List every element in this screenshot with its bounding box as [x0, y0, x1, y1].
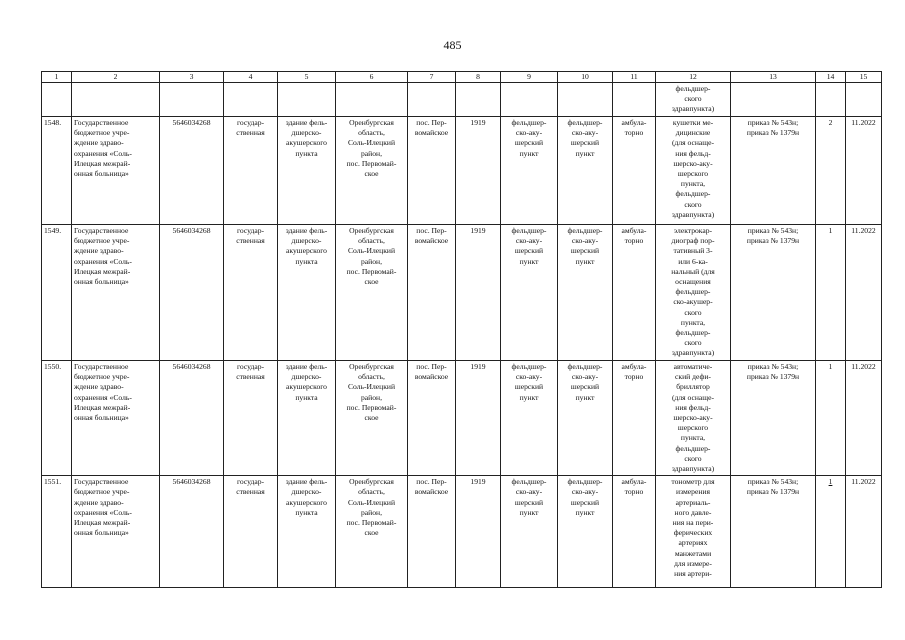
column-header: 8	[456, 72, 501, 83]
quantity-cell: 1	[816, 225, 846, 361]
unit-type-cell: фельдшер- ско-аку- шерский пункт	[501, 117, 558, 225]
year-cell: 1919	[456, 476, 501, 588]
column-header: 13	[731, 72, 816, 83]
table-row	[42, 361, 882, 476]
building-cell: здание фель- дшерско- акушерского пункта	[278, 361, 336, 476]
row-number-cell: 1551.	[42, 476, 72, 588]
address-cell: Оренбургская область, Соль-Илецкий район, пос. Первомай- ское	[336, 117, 408, 225]
care-form-cell: амбула- торно	[613, 476, 656, 588]
building-cell: здание фель- дшерско- акушерского пункта	[278, 117, 336, 225]
column-header: 15	[846, 72, 882, 83]
column-header: 12	[656, 72, 731, 83]
building-cell: здание фель- дшерско- акушерского пункта	[278, 225, 336, 361]
organization-cell: Государственное бюджетное учре- ждение здраво- охранения «Соль- Илецкая межрай- онная больница»	[72, 225, 160, 361]
order-cell: приказ № 543н; приказ № 1379н	[731, 117, 816, 225]
quantity-cell: 1	[816, 476, 846, 588]
settlement-cell: пос. Пер- вомайское	[408, 225, 456, 361]
inn-cell: 5646034268	[160, 117, 224, 225]
year-cell: 1919	[456, 225, 501, 361]
page-number: 485	[443, 38, 462, 52]
organization-cell: Государственное бюджетное учре- ждение здраво- охранения «Соль- Илецкая межрай- онная больница»	[72, 117, 160, 225]
order-cell: приказ № 543н; приказ № 1379н	[731, 225, 816, 361]
inn-cell: 5646034268	[160, 361, 224, 476]
inn-cell: 5646034268	[160, 225, 224, 361]
address-cell: Оренбургская область, Соль-Илецкий район, пос. Первомай- ское	[336, 361, 408, 476]
column-header: 9	[501, 72, 558, 83]
settlement-cell: пос. Пер- вомайское	[408, 117, 456, 225]
ownership-cell: государ- ственная	[224, 225, 278, 361]
quantity-cell: 2	[816, 117, 846, 225]
column-header: 7	[408, 72, 456, 83]
equipment-cell: электрокар- диограф пор- тативный 3- или 6-ка- нальный (для оснащения фельдшер- ско-акушер- ского пункта, фельдшер- ского здравпункта)	[656, 225, 731, 361]
column-header: 5	[278, 72, 336, 83]
unit-type-cell: фельдшер- ско-аку- шерский пункт	[501, 476, 558, 588]
ownership-cell: государ- ственная	[224, 361, 278, 476]
row-number-cell: 1549.	[42, 225, 72, 361]
column-header: 6	[336, 72, 408, 83]
equipment-cell: кушетки ме- дицинские (для оснаще- ния фельд- шерско-аку- шерского пункта, фельдшер- ского здравпункта)	[656, 117, 731, 225]
ownership-cell: государ- ственная	[224, 117, 278, 225]
row-number-cell: 1548.	[42, 117, 72, 225]
row-number-cell: 1550.	[42, 361, 72, 476]
table-row	[42, 225, 882, 361]
continuation-row	[42, 83, 882, 117]
ownership-cell: государ- ственная	[224, 476, 278, 588]
equipment-cell: тонометр для измерения артериаль- ного давле- ния на пери- ферических артериях манжетами для измере- ния артери-	[656, 476, 731, 588]
unit-name-cell: фельдшер- ско-аку- шерский пункт	[558, 476, 613, 588]
table-row	[42, 117, 882, 225]
table-row	[42, 476, 882, 588]
quantity-cell: 1	[816, 361, 846, 476]
organization-cell: Государственное бюджетное учре- ждение здраво- охранения «Соль- Илецкая межрай- онная больница»	[72, 361, 160, 476]
date-cell: 11.2022	[846, 117, 882, 225]
date-cell: 11.2022	[846, 476, 882, 588]
unit-type-cell: фельдшер- ско-аку- шерский пункт	[501, 225, 558, 361]
order-cell: приказ № 543н; приказ № 1379н	[731, 361, 816, 476]
column-header: 10	[558, 72, 613, 83]
column-header: 4	[224, 72, 278, 83]
organization-cell: Государственное бюджетное учре- ждение здраво- охранения «Соль- Илецкая межрай- онная больница»	[72, 476, 160, 588]
care-form-cell: амбула- торно	[613, 361, 656, 476]
unit-name-cell: фельдшер- ско-аку- шерский пункт	[558, 225, 613, 361]
column-header: 1	[42, 72, 72, 83]
unit-name-cell: фельдшер- ско-аку- шерский пункт	[558, 361, 613, 476]
address-cell: Оренбургская область, Соль-Илецкий район, пос. Первомай- ское	[336, 476, 408, 588]
column-header: 3	[160, 72, 224, 83]
settlement-cell: пос. Пер- вомайское	[408, 361, 456, 476]
column-number-row	[42, 72, 882, 83]
building-cell: здание фель- дшерско- акушерского пункта	[278, 476, 336, 588]
date-cell: 11.2022	[846, 361, 882, 476]
address-cell: Оренбургская область, Соль-Илецкий район, пос. Первомай- ское	[336, 225, 408, 361]
settlement-cell: пос. Пер- вомайское	[408, 476, 456, 588]
order-cell: приказ № 543н; приказ № 1379н	[731, 476, 816, 588]
column-header: 2	[72, 72, 160, 83]
equipment-cell: автоматиче- ский дефи- бриллятор (для оснаще- ния фельд- шерско-аку- шерского пункта, фельдшер- ского здравпункта)	[656, 361, 731, 476]
unit-name-cell: фельдшер- ско-аку- шерский пункт	[558, 117, 613, 225]
care-form-cell: амбула- торно	[613, 225, 656, 361]
column-header: 11	[613, 72, 656, 83]
date-cell: 11.2022	[846, 225, 882, 361]
unit-type-cell: фельдшер- ско-аку- шерский пункт	[501, 361, 558, 476]
column-header: 14	[816, 72, 846, 83]
inn-cell: 5646034268	[160, 476, 224, 588]
year-cell: 1919	[456, 117, 501, 225]
care-form-cell: амбула- торно	[613, 117, 656, 225]
year-cell: 1919	[456, 361, 501, 476]
equipment-continuation-cell: фельдшер- ского здравпункта)	[656, 83, 731, 117]
registry-table	[41, 71, 882, 588]
